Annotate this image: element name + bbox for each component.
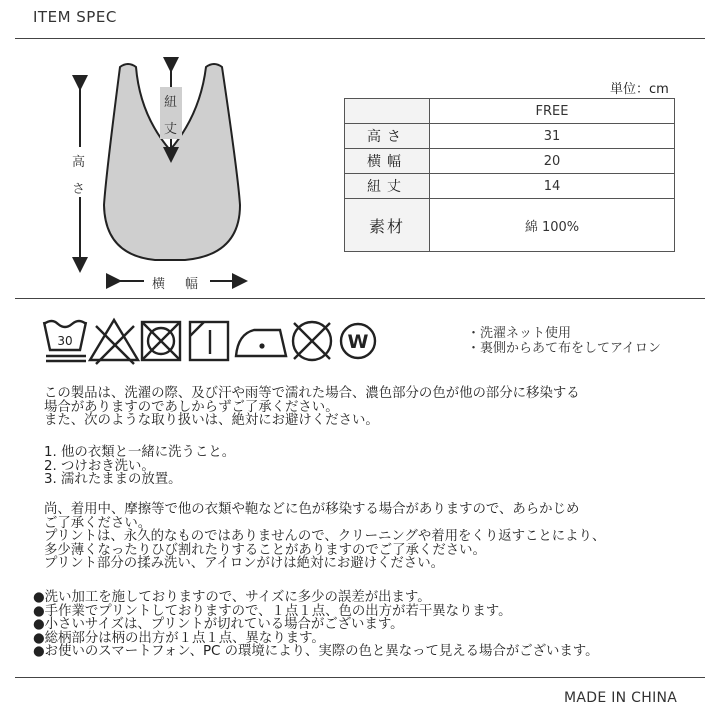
row-label: 紐丈: [345, 174, 430, 199]
section-title: ITEM SPEC: [33, 8, 117, 26]
text-line: また、次のような取り扱いは、絶対にお避けください。: [44, 413, 379, 429]
text-line: 尚、着用中、摩擦等で他の衣類や鞄などに色が移染する場合がありますので、あらかじめ: [44, 502, 580, 517]
height-label-1: 高: [72, 155, 86, 170]
care-notes: [467, 326, 661, 356]
material-value: 綿 100%: [430, 199, 675, 252]
bag-diagram: [60, 55, 260, 295]
text-line: ●手作業でプリントしておりますので、１点１点、色の出方が若干異なります。: [33, 603, 512, 619]
strap-label-2: 丈: [164, 122, 178, 137]
table-row: [345, 174, 675, 199]
spec-table: [344, 98, 675, 252]
row-value: 31: [430, 124, 675, 149]
text-line: 多少薄くなったりひび割れたりすることがありますのでご了承ください。: [44, 542, 486, 558]
wash-temp: 30: [57, 334, 73, 348]
text-line: 3. 濡れたままの放置。: [44, 472, 182, 488]
notice-paragraph-4: [33, 591, 599, 659]
row-label: 高さ: [345, 124, 430, 149]
text-line: ●洗い加工を施しておりますので、サイズに多少の誤差が出ます。: [33, 590, 431, 605]
row-value: 20: [430, 149, 675, 174]
no-bleach-icon: [90, 320, 138, 364]
text-line: プリントは、永久的なものではありませんので、クリーニングや着用をくり返すことにより、: [44, 529, 606, 545]
notice-paragraph-2: [44, 446, 235, 487]
text-line: ●総柄部分は柄の出方が１点１点、異なります。: [33, 630, 325, 646]
width-label-2: 幅: [185, 277, 199, 292]
text-line: この製品は、洗濯の際、及び汗や雨等で濡れた場合、濃色部分の色が他の部分に移染する: [44, 386, 580, 401]
row-value: 14: [430, 174, 675, 199]
text-line: ●お使いのスマートフォン、PC の環境により、実際の色と異なって見える場合がございます。: [33, 644, 599, 660]
spec-divider: [15, 298, 705, 299]
care-symbols: [40, 314, 385, 366]
text-line: ●小さいサイズは、プリントが切れている場合がございます。: [33, 617, 404, 633]
width-label-1: 横: [152, 277, 166, 292]
height-label-2: さ: [72, 182, 86, 197]
dry-flat-icon: [190, 322, 228, 360]
text-line: ご了承ください。: [44, 515, 152, 531]
table-header-row: [345, 99, 675, 124]
text-line: 1. 他の衣類と一緒に洗うこと。: [44, 445, 236, 460]
origin-label: MADE IN CHINA: [564, 690, 678, 706]
material-label: 素材: [345, 199, 430, 252]
table-corner: [345, 99, 430, 124]
header-divider: [15, 38, 705, 39]
notice-paragraph-3: [44, 503, 605, 571]
notice-paragraph-1: [44, 387, 580, 428]
text-line: 2. つけおき洗い。: [44, 458, 155, 474]
no-dry-clean-icon: [293, 322, 331, 360]
care-note: ・洗濯ネット使用: [467, 326, 572, 341]
text-line: プリント部分の揉み洗い、アイロンがけは絶対にお避けください。: [44, 556, 444, 572]
material-row: [345, 199, 675, 252]
footer-divider: [15, 677, 705, 678]
strap-label-1: 紐: [164, 95, 178, 110]
text-line: 場合がありますのであしからずご了承ください。: [44, 399, 339, 415]
row-label: 横幅: [345, 149, 430, 174]
wet-mark: W: [347, 331, 369, 353]
no-tumble-dry-icon: [142, 322, 180, 360]
iron-low-icon: [236, 330, 286, 356]
size-header: FREE: [430, 99, 675, 124]
unit-label: 単位：cm: [610, 82, 669, 97]
table-row: [345, 124, 675, 149]
care-note: ・裏側からあて布をしてアイロン: [467, 341, 661, 356]
table-row: [345, 149, 675, 174]
